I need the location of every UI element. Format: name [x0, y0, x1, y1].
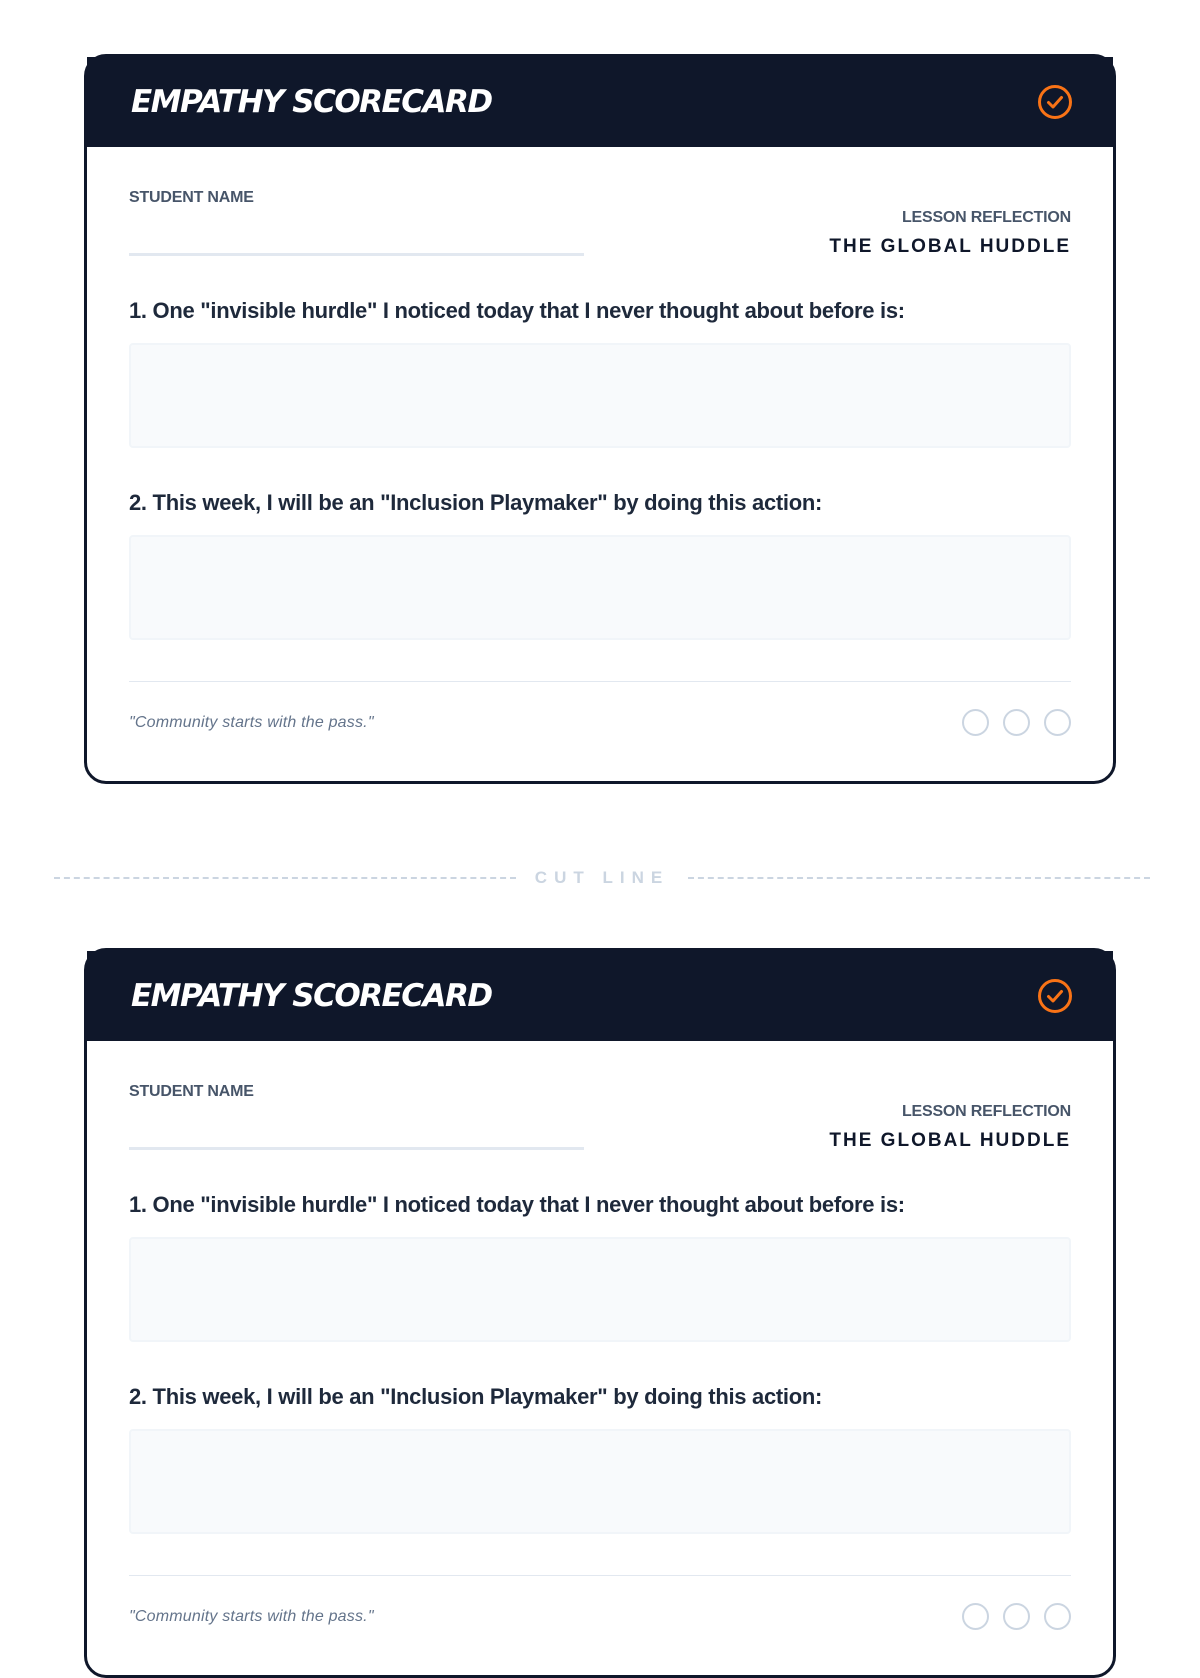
- rating-dots: [962, 709, 1071, 736]
- answer-box-2[interactable]: [129, 535, 1071, 640]
- rating-dot[interactable]: [962, 1603, 989, 1630]
- scorecard-card: [84, 948, 1116, 1678]
- card-body: [87, 147, 1113, 765]
- student-name-label: STUDENT NAME: [129, 189, 254, 206]
- card-body: [87, 1041, 1113, 1659]
- footer-quote: "Community starts with the pass.": [129, 714, 374, 731]
- answer-box-1[interactable]: [129, 343, 1071, 448]
- lesson-block: [829, 1103, 1071, 1152]
- rating-dot[interactable]: [1044, 709, 1071, 736]
- cut-line-label: CUT LINE: [534, 868, 670, 887]
- question-1: 1. One "invisible hurdle" I noticed today that I never thought about before is:: [129, 1192, 905, 1217]
- card-header: [87, 951, 1113, 1041]
- card-title: EMPATHY SCORECARD: [131, 84, 492, 120]
- card-footer: [129, 1575, 1071, 1659]
- lesson-name: THE GLOBAL HUDDLE: [829, 236, 1071, 257]
- question-2: 2. This week, I will be an "Inclusion Playmaker" by doing this action:: [129, 490, 823, 515]
- answer-box-2[interactable]: [129, 1429, 1071, 1534]
- rating-dots: [962, 1603, 1071, 1630]
- check-circle-icon: [1037, 84, 1073, 120]
- question-2: 2. This week, I will be an "Inclusion Playmaker" by doing this action:: [129, 1384, 823, 1409]
- lesson-label: LESSON REFLECTION: [901, 1103, 1071, 1120]
- footer-quote: "Community starts with the pass.": [129, 1608, 374, 1625]
- answer-box-1[interactable]: [129, 1237, 1071, 1342]
- name-row: [129, 147, 1071, 283]
- student-name-field[interactable]: [129, 1147, 584, 1150]
- lesson-name: THE GLOBAL HUDDLE: [829, 1130, 1071, 1151]
- cut-line: [54, 868, 1150, 888]
- card-header: [87, 57, 1113, 147]
- question-1: 1. One "invisible hurdle" I noticed today that I never thought about before is:: [129, 298, 905, 323]
- check-circle-icon: [1037, 978, 1073, 1014]
- name-row: [129, 1041, 1071, 1177]
- rating-dot[interactable]: [962, 709, 989, 736]
- rating-dot[interactable]: [1044, 1603, 1071, 1630]
- cut-dash-right: [688, 877, 1150, 879]
- card-footer: [129, 681, 1071, 765]
- lesson-label: LESSON REFLECTION: [901, 209, 1071, 226]
- lesson-block: [829, 209, 1071, 258]
- student-name-field[interactable]: [129, 253, 584, 256]
- student-name-label: STUDENT NAME: [129, 1083, 254, 1100]
- scorecard-card: [84, 54, 1116, 784]
- card-title: EMPATHY SCORECARD: [131, 978, 492, 1014]
- rating-dot[interactable]: [1003, 709, 1030, 736]
- rating-dot[interactable]: [1003, 1603, 1030, 1630]
